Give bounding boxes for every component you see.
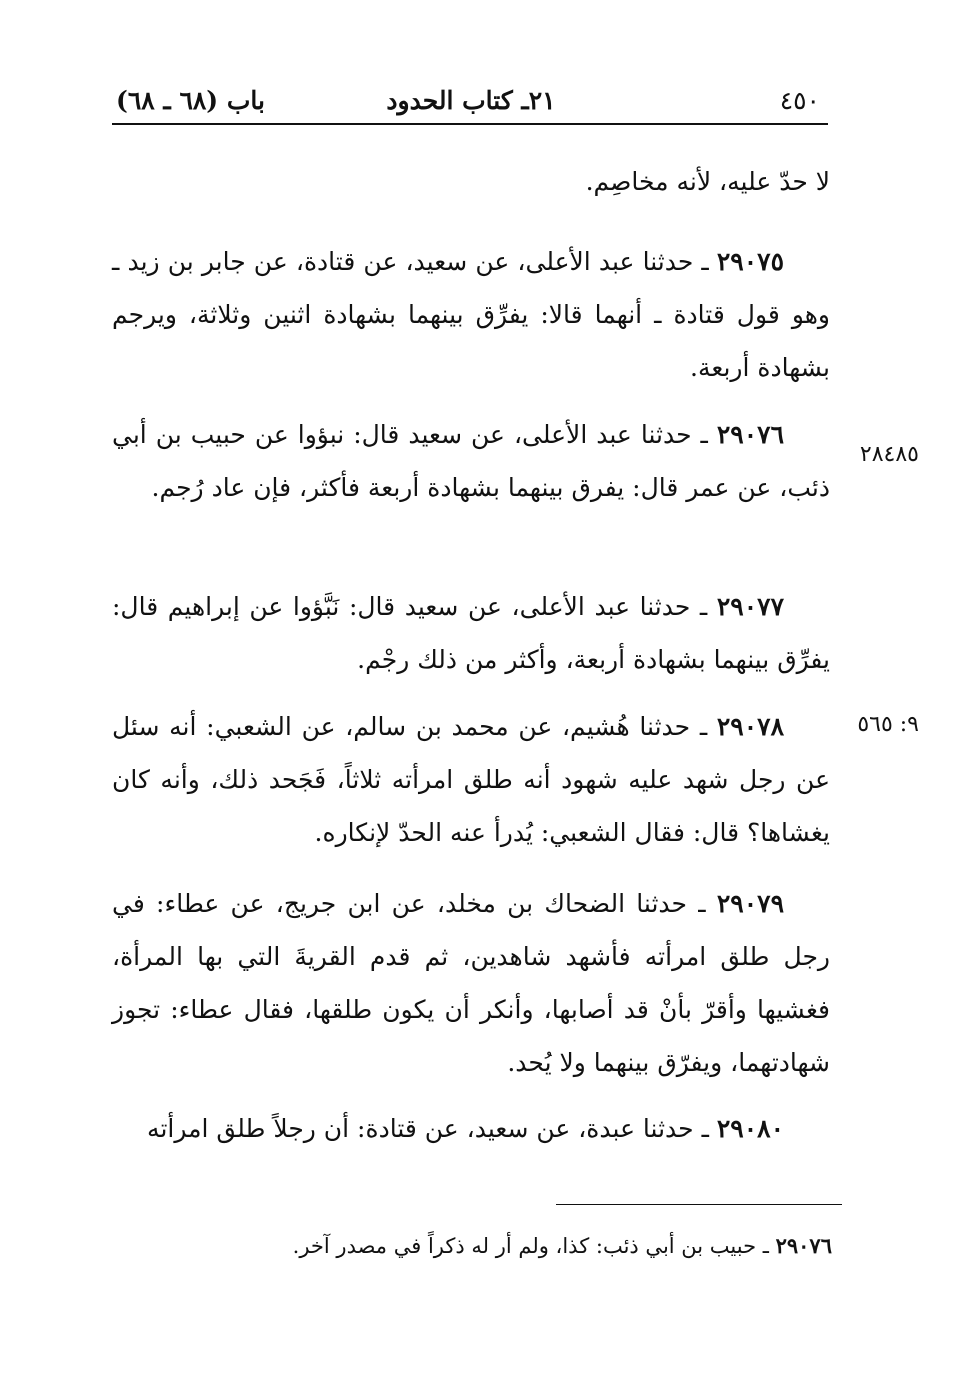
hadith-text: ـ حدثنا عبد الأعلى، عن سعيد، عن قتادة، عن جابر بن زيد ـ وهو قول قتادة ـ أنهما قالا: يفرِّق بينهما بشهادة اثنين وثلاثة، ويرجم بشهادة أربعة.	[112, 247, 830, 382]
hadith-number: ٢٩٠٧٧	[716, 592, 784, 621]
hadith-number: ٢٩٠٧٦	[716, 420, 784, 449]
footnote-number: ٢٩٠٧٦	[775, 1233, 832, 1258]
page-number: ٤٥٠	[779, 86, 820, 115]
hadith-number: ٢٩٠٧٨	[716, 712, 784, 741]
hadith-text: ـ حدثنا عبد الأعلى، عن سعيد قال: نبؤوا عن حبيب بن أبي ذئب، عن عمر قال: يفرق بينهما بشهادة أربعة فأكثر، فإن عاد رُجم.	[112, 420, 830, 502]
hadith-paragraph	[112, 235, 830, 394]
paragraph-text: لا حدّ عليه، لأنه مخاصِم.	[585, 167, 830, 196]
hadith-text: ـ حدثنا عبدة، عن سعيد، عن قتادة: أن رجلاً طلق امرأته	[147, 1114, 717, 1143]
footnote-rule	[556, 1204, 842, 1205]
hadith-paragraph	[112, 700, 830, 859]
header-rule	[112, 123, 828, 125]
footnote-text: ـ حبيب بن أبي ذئب: كذا، ولم أر له ذكراً في مصدر آخر.	[292, 1234, 776, 1258]
hadith-text: ـ حدثنا هُشيم، عن محمد بن سالم، عن الشعبي: أنه سئل عن رجل شهد عليه شهود أنه طلق امرأته ثلاثاً، فَجَحد ذلك، وأنه كان يغشاها؟ قال: فقال الشعبي: يُدرأ عنه الحدّ لإنكاره.	[112, 712, 830, 847]
hadith-text: ـ حدثنا الضحاك بن مخلد، عن ابن جريج، عن عطاء: في رجل طلق امرأته فأشهد شاهدين، ثم قدم القريةَ التي بها المرأة، فغشيها وأقرّ بأنْ قد أصابها، وأنكر أن يكون طلقها، فقال عطاء: تجوز شهادتهما، ويفرّق بينهما ولا يُحد.	[112, 889, 830, 1077]
footnote	[200, 1226, 832, 1266]
margin-reference: ٢٨٤٨٥	[859, 442, 919, 467]
hadith-text: ـ حدثنا عبد الأعلى، عن سعيد قال: نَبَّؤوا عن إبراهيم قال: يفرِّق بينهما بشهادة أربعة، وأكثر من ذلك رجْم.	[112, 592, 830, 674]
hadith-number: ٢٩٠٧٩	[716, 889, 784, 918]
hadith-paragraph	[112, 580, 830, 686]
running-header	[116, 82, 826, 122]
hadith-number: ٢٩٠٨٠	[716, 1114, 784, 1143]
hadith-paragraph	[112, 408, 830, 514]
hadith-number: ٢٩٠٧٥	[716, 247, 784, 276]
hadith-paragraph	[112, 1102, 830, 1155]
book-title: ٢١ـ كتاب الحدود	[386, 86, 556, 115]
chapter-range: باب (٦٨ ـ ٦٨)	[116, 86, 265, 115]
margin-reference: ٩: ٥٦٥	[857, 712, 919, 737]
paragraph-continuation	[112, 155, 830, 208]
hadith-paragraph	[112, 877, 830, 1089]
